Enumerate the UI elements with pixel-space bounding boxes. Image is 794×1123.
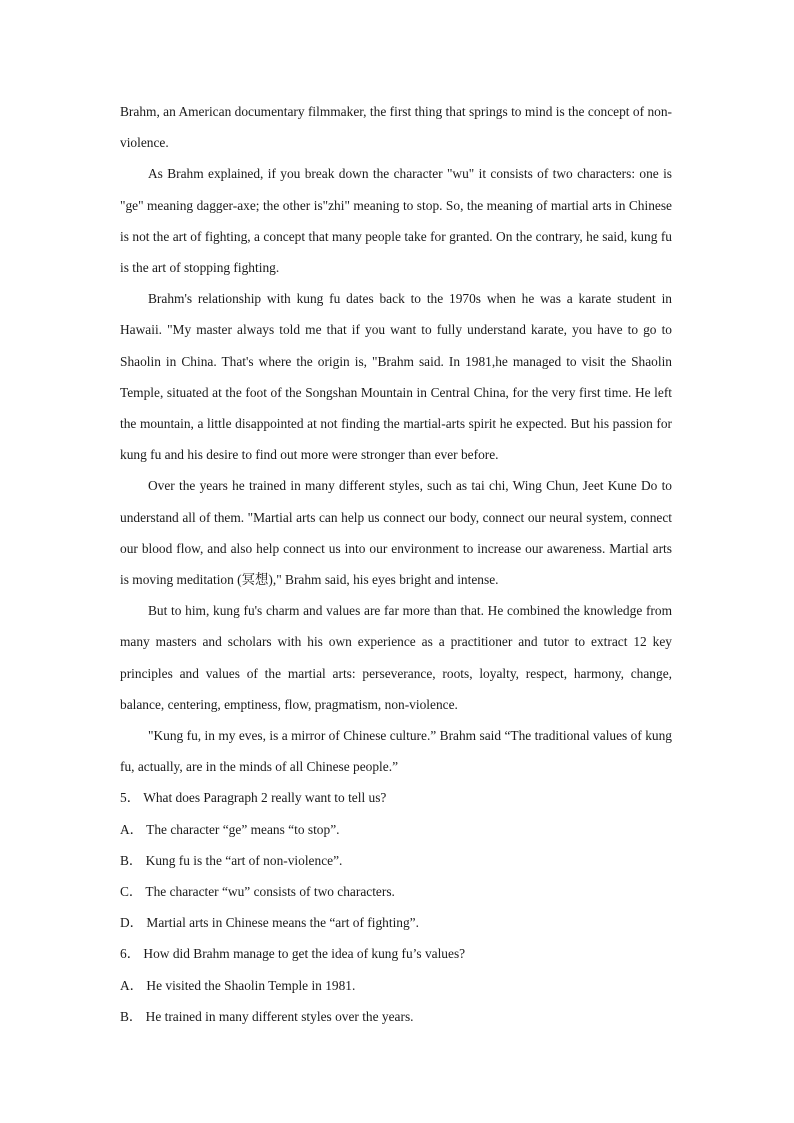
passage-paragraph-2: As Brahm explained, if you break down the character "wu" it consists of two characters: one is "ge" meaning dagger-axe; the other is"zhi" meaning to stop. So, the meaning of martial arts in Chinese is not the art of fighting, a concept that many people take for granted. On the contrary, he said, kung fu is the art of stopping fighting. xyxy=(120,166,672,276)
question-6-option-b: B． He trained in many different styles over the years. xyxy=(120,1008,414,1024)
question-5-stem: 5． What does Paragraph 2 really want to tell us? xyxy=(120,790,387,806)
passage-paragraph-5: But to him, kung fu's charm and values are far more than that. He combined the knowledge from many masters and scholars with his own experience as a practitioner and tutor to extract 12 key principles and values of the martial arts: perseverance, roots, loyalty, respect, harmony, change, balance, centering, emptiness, flow, pragmatism, non-violence. xyxy=(120,603,672,712)
question-6-stem: 6． How did Brahm manage to get the idea of kung fu’s values? xyxy=(120,946,466,962)
question-5-option-c: C． The character “wu” consists of two characters. xyxy=(120,884,395,900)
question-5-option-b: B． Kung fu is the “art of non-violence”. xyxy=(120,852,343,868)
question-5-option-a: A． The character “ge” means “to stop”. xyxy=(120,821,340,837)
passage-paragraph-6: "Kung fu, in my eves, is a mirror of Chinese culture.” Brahm said “The traditional values of kung fu, actually, are in the minds of all Chinese people.” xyxy=(120,728,672,775)
passage-paragraph-3: Brahm's relationship with kung fu dates back to the 1970s when he was a karate student in Hawaii. "My master always told me that if you want to fully understand karate, you have to go to Shaolin in China. That's where the origin is, "Brahm said. In 1981,he managed to visit the Shaolin Temple, situated at the foot of the Songshan Mountain in Central China, for the very first time. He left the mountain, a little disappointed at not finding the martial-arts spirit he expected. But his passion for kung fu and his desire to find out more were stronger than ever before. xyxy=(120,291,672,463)
document-page xyxy=(120,96,672,1032)
passage-paragraph-4: Over the years he trained in many different styles, such as tai chi, Wing Chun, Jeet Kune Do to understand all of them. "Martial arts can help us connect our body, connect our neural system, connect our blood flow, and also help connect us into our environment to increase our awareness. Martial arts is moving meditation (冥想)," Brahm said, his eyes bright and intense. xyxy=(120,478,672,588)
question-6-option-a: A． He visited the Shaolin Temple in 1981. xyxy=(120,977,356,993)
question-5-option-d: D． Martial arts in Chinese means the “art of fighting”. xyxy=(120,915,419,931)
passage-paragraph-1: Brahm, an American documentary filmmaker, the first thing that springs to mind is the concept of non-violence. xyxy=(120,104,672,151)
